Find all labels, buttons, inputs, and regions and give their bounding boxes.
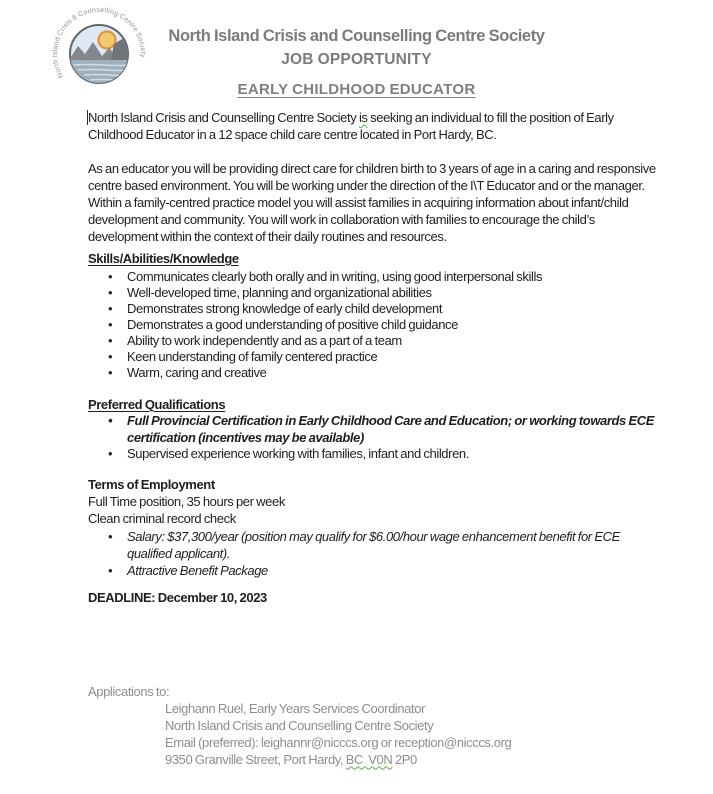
skills-item: • Ability to work independently and as a part of a team — [127, 333, 660, 349]
applications-email-line: Email (preferred): leighannr@nicccs.org or reception@nicccs.org — [165, 734, 512, 750]
org-logo-emblem — [44, 4, 154, 100]
intro-text-after: seeking an individual to fill the position of Early Childhood Educator in a 12 space child care centre located in Port Hardy, BC. — [88, 110, 614, 142]
role-paragraph: As an educator you will be providing direct care for children birth to 3 years of age in a caring and responsive centre based environment. You will be working under the direction of the I\T Educator and or the manager. Within a family-centred practice model you will assist families in acquiring information about infant/child development and community. You will work in collaboration with families to encourage the child’s development within the context of their daily routines and resources. — [88, 161, 656, 244]
skills-heading: Skills/Abilities/Knowledge — [88, 251, 239, 266]
terms-list — [88, 528, 660, 579]
skills-list — [88, 269, 660, 381]
terms-item: • Attractive Benefit Package — [127, 562, 660, 579]
applications-address-line — [165, 751, 660, 768]
deadline-text: DEADLINE: December 10, 2023 — [88, 589, 267, 605]
applications-label: Applications to: — [88, 683, 170, 699]
terms-item: • Salary: $37,300/year (position may qualify for $6.00/hour wage enhancement benefit for ECE qualified applicant). — [127, 528, 660, 562]
skills-item: • Well-developed time, planning and organizational abilities — [127, 285, 660, 301]
terms-line: Full Time position, 35 hours per week — [88, 493, 285, 509]
skills-item: • Communicates clearly both orally and in writing, using good interpersonal skills — [127, 269, 660, 285]
terms-of-employment-heading: Terms of Employment — [88, 476, 215, 492]
preferred-item: • Supervised experience working with families, infant and children. — [127, 446, 660, 463]
position-title: EARLY CHILDHOOD EDUCATOR — [237, 81, 476, 98]
address-text-before: 9350 Granville Street, Port Hardy, — [165, 751, 346, 767]
preferred-qualifications-list — [88, 413, 660, 463]
intro-paragraph — [88, 109, 660, 143]
skills-item: • Demonstrates strong knowledge of early child development — [127, 301, 660, 317]
text-cursor — [87, 110, 88, 125]
skills-item: • Keen understanding of family centered practice — [127, 349, 660, 365]
skills-item: • Demonstrates a good understanding of positive child guidance — [127, 317, 660, 333]
document-body — [88, 109, 660, 768]
job-opportunity-subtitle: JOB OPPORTUNITY — [281, 51, 432, 68]
logo-water-icon — [68, 60, 132, 86]
skills-item: • Warm, caring and creative — [127, 365, 660, 381]
preferred-item: • Full Provincial Certification in Early Childhood Care and Education; or working towards ECE certification (incentives may be available) — [127, 413, 660, 446]
terms-line: Clean criminal record check — [88, 510, 236, 526]
applications-section — [88, 683, 660, 768]
preferred-qualifications-heading: Preferred Qualifications — [88, 397, 226, 412]
org-logo — [44, 4, 154, 100]
address-text-after: 2P0 — [392, 751, 417, 767]
grammar-flagged-word: is — [358, 110, 368, 125]
org-title: North Island Crisis and Counselling Centre Society — [168, 27, 545, 45]
logo-ring-text: North Island Crisis & Counselling Centre Society — [51, 6, 147, 79]
logo-sun-icon — [99, 32, 116, 49]
applications-org-name: North Island Crisis and Counselling Centre Society — [165, 717, 434, 733]
intro-text-before: North Island Crisis and Counselling Centre Society — [88, 110, 359, 125]
applications-contact-name: Leighann Ruel, Early Years Services Coordinator — [165, 700, 426, 716]
grammar-flagged-address: BC V0N — [345, 751, 393, 767]
